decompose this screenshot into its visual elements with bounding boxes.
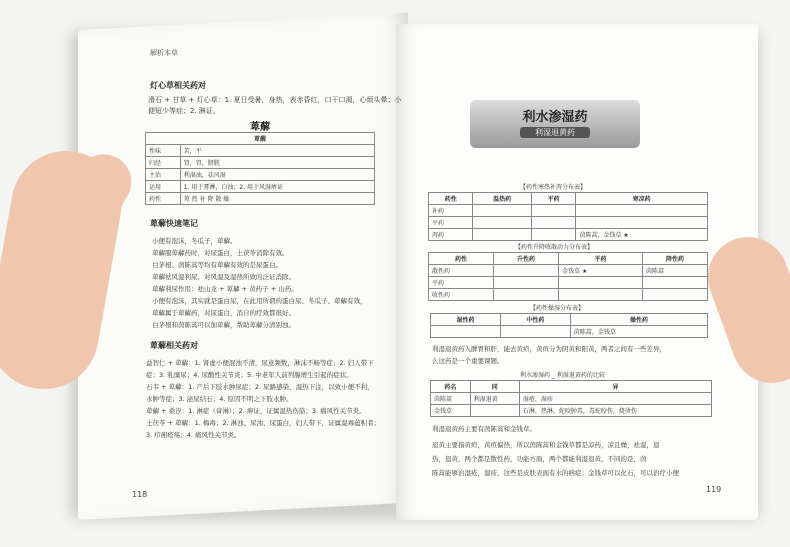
table-cell [642, 277, 707, 289]
table-row [429, 217, 708, 229]
table-header: 同 [470, 381, 519, 393]
table-row [146, 145, 375, 157]
herb-table [145, 132, 375, 205]
table-header: 异 [519, 381, 711, 393]
para1-line: 利湿退黄药入脾胃和肝，能去黄疸，黄疸分为阴黄和阳黄，两者之间有一些差异， [432, 345, 666, 353]
table-cell: 金钱草 [431, 405, 471, 417]
banner-subtitle: 利湿退黄药 [520, 127, 590, 138]
table1-caption: 【药性寒热补泻分布表】 [520, 184, 587, 191]
table-header: 燥性药 [570, 314, 707, 326]
table-row [429, 289, 708, 301]
table-cell [431, 326, 501, 338]
section2-line: 小便有泡沫，其实就是蛋白尿，在此用所谓的蛋白尿、冬瓜子、萆薢有效， [152, 297, 367, 305]
table-cell: 利湿浊，祛风湿 [180, 169, 374, 181]
table-header: 平药 [559, 253, 643, 265]
table-cell: 泻药 [429, 229, 473, 241]
table-cell: 药性 [146, 193, 181, 205]
left-page-number: 118 [132, 490, 148, 499]
section3-line: 益智仁 + 萆薢：1. 肾虚小便混浊不清，尿意频数，淋沫不畅等症；2. 妇人带下 [146, 359, 374, 367]
section3-title: 萆薢相关药对 [150, 341, 198, 350]
para1-line: 么这药是一个重要课题。 [432, 357, 504, 365]
table-row [431, 405, 712, 417]
section3-line: 3. 疖痈疮疡；4. 痛风性关节炎。 [146, 431, 241, 439]
table-cell [642, 289, 707, 301]
table-cell [576, 205, 708, 217]
table-cell [559, 277, 643, 289]
table-cell [559, 289, 643, 301]
right-page-number: 119 [706, 485, 722, 494]
left-header: 解析本草 [150, 49, 178, 57]
section1-title: 灯心草相关药对 [150, 81, 206, 90]
table-cell: 1. 用于膏淋，白浊；2. 用于风湿痹证 [180, 181, 374, 193]
para2-line: 热，退黄，两个都是散性药，功能方面，两个都能利湿退黄，不同的是，茵 [432, 455, 647, 463]
table-cell: 散性药 [429, 265, 494, 277]
table1 [428, 192, 708, 241]
section3-line: 萆薢 + 桑汐：1. 淋症（膏淋）；2. 痹证，证属湿热伤筋；3. 痛风性关节炎。 [146, 407, 366, 415]
section3-line: 土茯苓 + 萆薢：1. 梅毒；2. 淋浊、尿浊、尿蛋白，妇人带下，证属湿毒蕴积者； [146, 419, 381, 427]
table-row [431, 393, 712, 405]
table-header-row [431, 314, 708, 326]
table-header: 寒凉药 [576, 193, 708, 205]
table-header-row [429, 193, 708, 205]
table-cell: 归经 [146, 157, 181, 169]
table-header: 升性药 [494, 253, 559, 265]
section2-title: 萆薢快速笔记 [150, 219, 198, 228]
table-cell: 金钱草 ★ [559, 265, 643, 277]
para2-line: 利湿退黄药主要有茵陈蒿和金钱草。 [432, 425, 536, 433]
table-cell: 茵陈蒿 [642, 265, 707, 277]
table-header: 中性药 [500, 314, 570, 326]
section2-line: 萆薢祛风湿利尿，对风湿及湿热所致的泛证消除。 [152, 273, 295, 281]
section1-line: 滑石 + 甘草 + 灯心草：1. 夏日受暑，身热，表赤昏红，口干口渴，心烦头晕；小 [148, 96, 402, 104]
table-cell [473, 217, 531, 229]
table-header: 平药 [531, 193, 575, 205]
para2-line: 陈蒿能够治湿疮，湿疹，这些是皮肤表面有水的病症；金钱草可以化石，可以治疗小便 [432, 469, 679, 477]
table-header-row [146, 133, 375, 145]
table-header: 药性 [429, 193, 473, 205]
table-cell [494, 289, 559, 301]
table-row [146, 157, 375, 169]
table-cell: 补药 [429, 205, 473, 217]
section3-line: 石韦 + 萆薢：1. 产后下肢水肿尿症；2. 尿路感染，湿热下注，以致小便不利， [146, 383, 374, 391]
table-cell: 茵陈蒿 [431, 393, 471, 405]
table-cell [494, 265, 559, 277]
table-row [429, 229, 708, 241]
section2-line: 萆薢服萆薢药时，对尿蛋白，土茯苓消除有效。 [152, 249, 289, 257]
table-cell: 性味 [146, 145, 181, 157]
banner-title: 利水渗湿药 [522, 110, 588, 125]
section2-line: 萆薢利尿作用：祛山龙 + 萆薢 + 黄药子 + 山药。 [152, 285, 298, 293]
table-row [146, 169, 375, 181]
section1-line: 便短少等症；2. 淋证。 [148, 107, 220, 115]
table-cell: 茵陈蒿，金钱草 ★ [576, 229, 708, 241]
table2 [428, 252, 708, 301]
table-cell: 平药 [429, 217, 473, 229]
table-cell [531, 229, 575, 241]
para2-line: 退黄主要指黄疸，黄疸偏热，所以茵陈蒿和金钱草都是凉药，凉且燥，祛湿，退 [432, 441, 660, 449]
table-cell: 茵陈蒿，金钱草 [570, 326, 707, 338]
table-cell: 湿疮，湿疹 [519, 393, 711, 405]
table-header: 药名 [431, 381, 471, 393]
section3-line: 水肿等症；3. 泌尿结石；4. 原因不明之下肢水肿。 [146, 395, 293, 403]
table3-caption: 【药性燥湿分布表】 [530, 305, 585, 312]
table-cell [494, 277, 559, 289]
table-cell: 平药 [429, 277, 494, 289]
herb-label: 萆薢 [250, 122, 270, 133]
table-cell: 萆 热 补 降 散 燥 [180, 193, 374, 205]
table-row [146, 193, 375, 205]
section2-line: 萆薢属于萆薢药，对尿蛋白，消自的疗效都很好。 [152, 309, 295, 317]
section2-line: 白茅根、茵陈蒿等均有萆薢有效的是尿蛋白。 [152, 261, 282, 269]
table-cell: 主治 [146, 169, 181, 181]
table-cell [531, 205, 575, 217]
table-cell: 石淋，热淋，蛇咬肿毒，毒蛇咬伤，烧烫伤 [519, 405, 711, 417]
table4 [430, 380, 712, 417]
table-row [429, 205, 708, 217]
table-header: 降性药 [642, 253, 707, 265]
table2-caption: 【药性升降收散动力分布表】 [515, 244, 594, 251]
table-cell [470, 405, 519, 417]
section3-line: 症；3. 乳糜尿；4. 尿酸性关节炎；5. 中老年人前列腺增生引起的症状。 [146, 371, 353, 379]
table-header: 湿性药 [431, 314, 501, 326]
table-row [146, 181, 375, 193]
table4-caption: 利水渗湿药 _ 利湿退黄药的比较 [520, 372, 605, 379]
section2-line: 白茅根和茵陈蒿可以加萆薢，帮助萆薢分清别浊。 [152, 321, 295, 329]
table-cell [473, 205, 531, 217]
table-row [431, 326, 708, 338]
table-cell [531, 217, 575, 229]
table-cell [500, 326, 570, 338]
table-cell: 运用 [146, 181, 181, 193]
section2-line: 小便有泡沫，冬瓜子，萆薢。 [152, 237, 237, 245]
table-cell: 收性药 [429, 289, 494, 301]
table-header: 温热药 [473, 193, 531, 205]
table-cell [576, 217, 708, 229]
table-header: 药性 [429, 253, 494, 265]
table-cell [473, 229, 531, 241]
table3 [430, 313, 708, 338]
table-row [429, 265, 708, 277]
table-cell: 利湿退黄 [470, 393, 519, 405]
table-caption: 萆薢 [146, 133, 375, 145]
table-cell: 肾，胃，膀胱 [180, 157, 374, 169]
table-header-row [429, 253, 708, 265]
table-row [429, 277, 708, 289]
table-header-row [431, 381, 712, 393]
table-cell: 苦，平 [180, 145, 374, 157]
